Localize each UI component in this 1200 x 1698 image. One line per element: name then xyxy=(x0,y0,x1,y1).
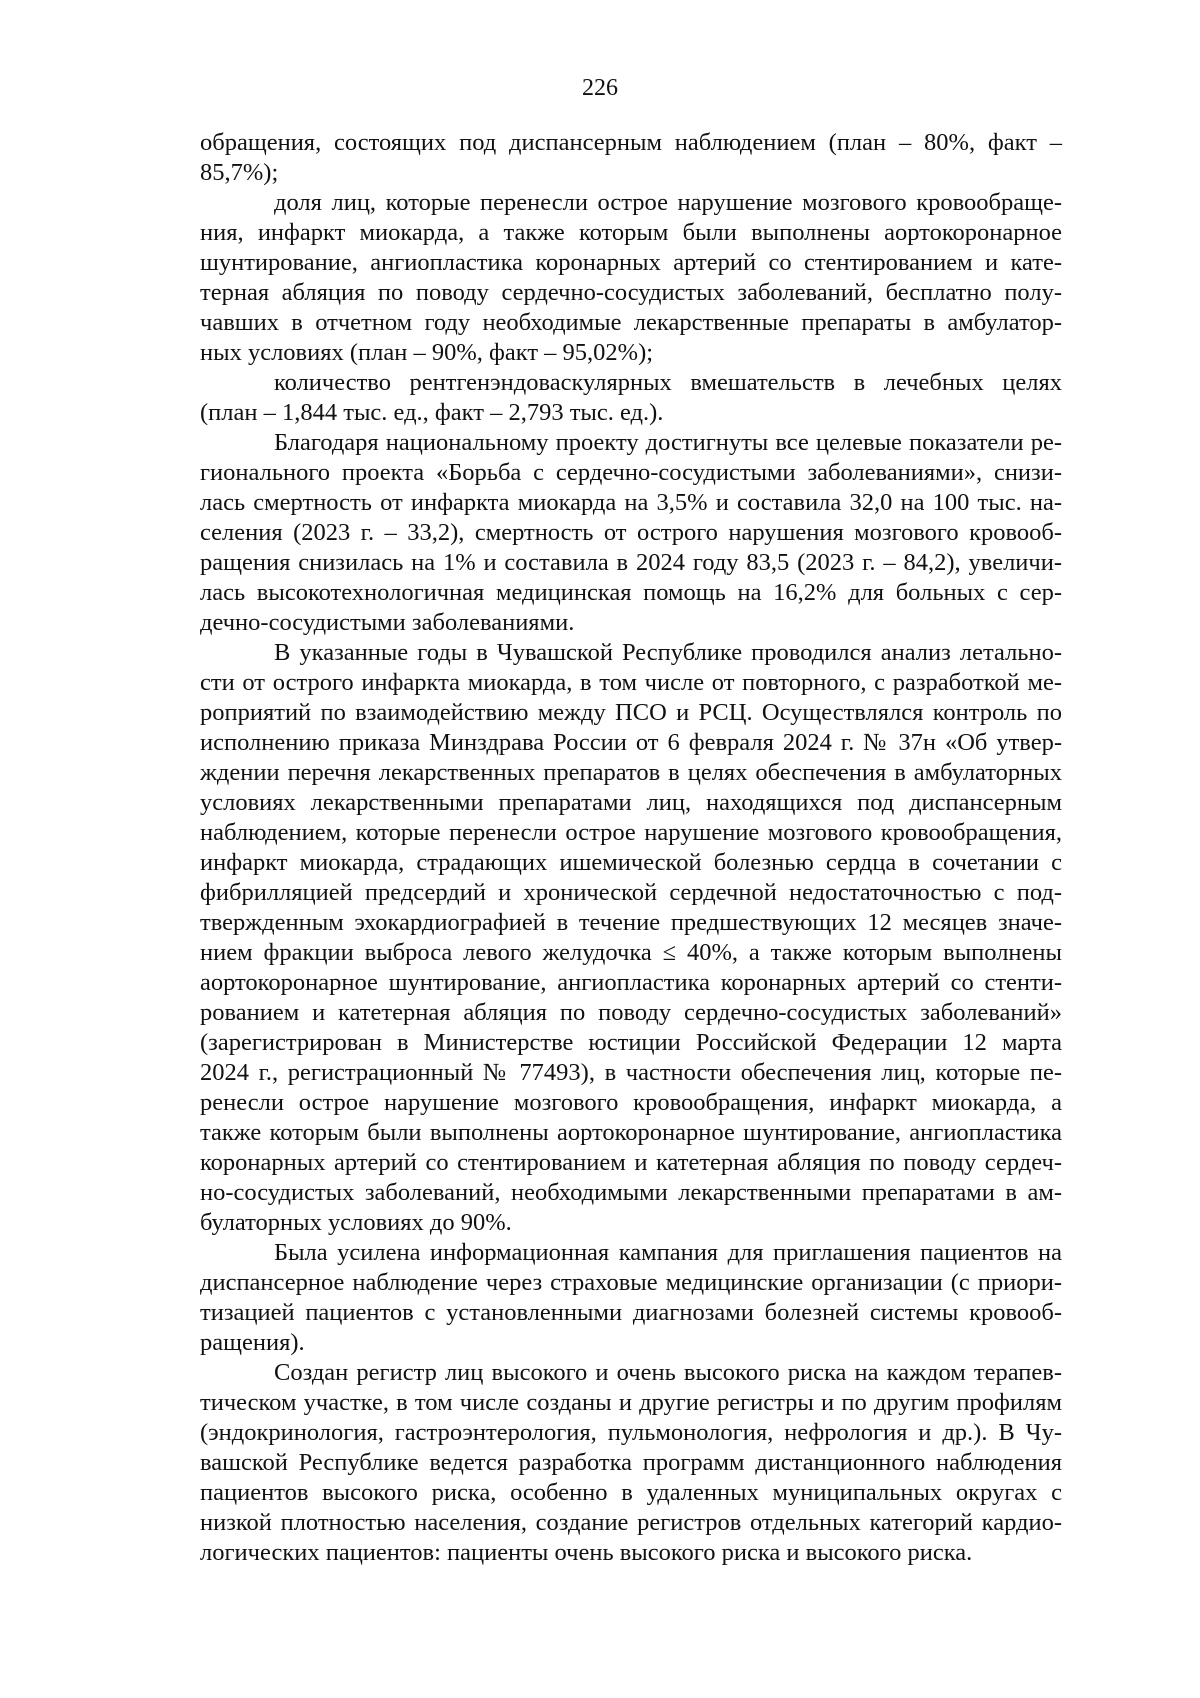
text-line: инфаркт миокарда, страдающих ишемической болезнью сердца в сочетании с xyxy=(200,849,1062,876)
text-line: пациентов высокого риска, особенно в удаленных муниципальных округах с xyxy=(200,1479,1062,1506)
text-line: наблюдением, которые перенесли острое нарушение мозгового кровообращения, xyxy=(200,819,1062,846)
text-line: коронарных артерий со стентированием и катетерная абляция по поводу сердеч- xyxy=(200,1149,1062,1176)
text-line: но-сосудистых заболеваний, необходимыми лекарственными препаратами в ам- xyxy=(200,1179,1062,1206)
text-line: логических пациентов: пациенты очень высокого риска и высокого риска. xyxy=(200,1539,973,1566)
text-line: селения (2023 г. – 33,2), смертность от острого нарушения мозгового кровооб- xyxy=(200,519,1062,546)
text-line: вашской Республике ведется разработка программ дистанционного наблюдения xyxy=(200,1449,1062,1476)
text-line: тическом участке, в том числе созданы и другие регистры и по другим профилям xyxy=(200,1389,1062,1416)
text-line: твержденным эхокардиографией в течение предшествующих 12 месяцев значе- xyxy=(200,909,1062,936)
text-line: Благодаря национальному проекту достигнуты все целевые показатели ре- xyxy=(274,429,1062,456)
text-line: чавших в отчетном году необходимые лекарственные препараты в амбулатор- xyxy=(200,309,1062,336)
text-line: ния, инфаркт миокарда, а также которым были выполнены аортокоронарное xyxy=(200,219,1062,246)
text-line: количество рентгенэндоваскулярных вмешательств в лечебных целях xyxy=(274,369,1062,396)
page-number: 226 xyxy=(582,75,618,101)
text-line: нием фракции выброса левого желудочка ≤ 40%, а также которым выполнены xyxy=(200,939,1062,966)
text-line: ренесли острое нарушение мозгового кровообращения, инфаркт миокарда, а xyxy=(200,1089,1062,1116)
text-line: лась смертность от инфаркта миокарда на 3,5% и составила 32,0 на 100 тыс. на- xyxy=(200,489,1062,516)
text-line: Была усилена информационная кампания для приглашения пациентов на xyxy=(274,1239,1062,1266)
text-line: гионального проекта «Борьба с сердечно-сосудистыми заболеваниями», снизи- xyxy=(200,459,1062,486)
text-line: дечно-сосудистыми заболеваниями. xyxy=(200,609,575,636)
text-line: ждении перечня лекарственных препаратов в целях обеспечения в амбулаторных xyxy=(200,759,1062,786)
text-line: тизацией пациентов с установленными диагнозами болезней системы кровооб- xyxy=(200,1299,1062,1326)
text-line: (зарегистрирован в Министерстве юстиции Российской Федерации 12 марта xyxy=(200,1029,1062,1056)
text-line: обращения, состоящих под диспансерным наблюдением (план – 80%, факт – xyxy=(200,129,1062,156)
document-body xyxy=(200,128,1062,1568)
text-line: диспансерное наблюдение через страховые медицинские организации (с приори- xyxy=(200,1269,1062,1296)
text-line: шунтирование, ангиопластика коронарных артерий со стентированием и кате- xyxy=(200,249,1062,276)
text-line: исполнению приказа Минздрава России от 6 февраля 2024 г. № 37н «Об утвер- xyxy=(200,729,1062,756)
text-line: (план – 1,844 тыс. ед., факт – 2,793 тыс. ед.). xyxy=(200,399,664,426)
text-line: ращения снизилась на 1% и составила в 2024 году 83,5 (2023 г. – 84,2), увеличи- xyxy=(200,549,1062,576)
text-line: доля лиц, которые перенесли острое нарушение мозгового кровообраще- xyxy=(274,189,1062,216)
text-line: сти от острого инфаркта миокарда, в том числе от повторного, с разработкой ме- xyxy=(200,669,1062,696)
text-line: условиях лекарственными препаратами лиц, находящихся под диспансерным xyxy=(200,789,1062,816)
text-line: лась высокотехнологичная медицинская помощь на 16,2% для больных с сер- xyxy=(200,579,1062,606)
text-line: рованием и катетерная абляция по поводу сердечно-сосудистых заболеваний» xyxy=(200,999,1062,1026)
text-line: ных условиях (план – 90%, факт – 95,02%); xyxy=(200,339,654,366)
text-line: 2024 г., регистрационный № 77493), в частности обеспечения лиц, которые пе- xyxy=(200,1059,1062,1086)
text-line: (эндокринология, гастроэнтерология, пульмонология, нефрология и др.). В Чу- xyxy=(200,1419,1062,1446)
text-line: булаторных условиях до 90%. xyxy=(200,1209,512,1236)
text-line: фибрилляцией предсердий и хронической сердечной недостаточностью с под- xyxy=(200,879,1062,906)
text-line: Создан регистр лиц высокого и очень высокого риска на каждом терапев- xyxy=(274,1359,1062,1386)
text-line: аортокоронарное шунтирование, ангиопластика коронарных артерий со стенти- xyxy=(200,969,1062,996)
text-line: терная абляция по поводу сердечно-сосудистых заболеваний, бесплатно полу- xyxy=(200,279,1062,306)
text-line: роприятий по взаимодействию между ПСО и РСЦ. Осуществлялся контроль по xyxy=(200,699,1062,726)
text-line: ращения). xyxy=(200,1329,305,1356)
text-line: низкой плотностью населения, создание регистров отдельных категорий кардио- xyxy=(200,1509,1062,1536)
text-line: 85,7%); xyxy=(200,159,279,186)
text-line: также которым были выполнены аортокоронарное шунтирование, ангиопластика xyxy=(200,1119,1062,1146)
text-line: В указанные годы в Чувашской Республике проводился анализ летально- xyxy=(274,639,1062,666)
